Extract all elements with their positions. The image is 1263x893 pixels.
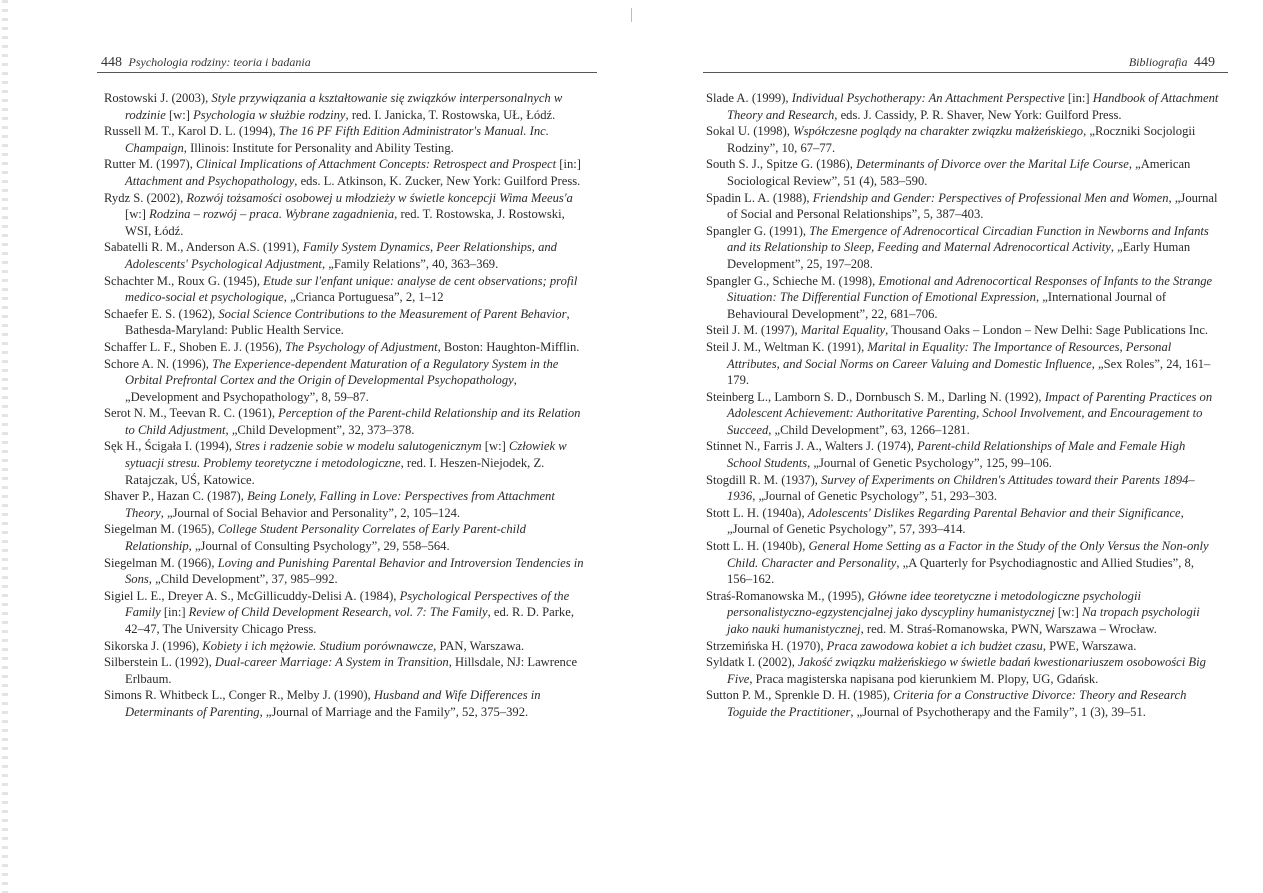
reference-entry: Schore A. N. (1996), The Experience-dependent Maturation of a Regulatory System in the Orbital Prefrontal Cortex and the Origin of Developmental Psychopathology, „Development and Psychopathology”, 8, 59–87. <box>104 356 559 404</box>
right-header-rule <box>703 72 1228 73</box>
reference-entry: Serot N. M., Teevan R. C. (1961), Perception of the Parent-child Relationship and its Relation to Child Adjustment, „Child Development”, 32, 373–378. <box>104 406 581 437</box>
reference-entry: Spangler G. (1991), The Emergence of Adrenocortical Circadian Function in Newborns and Infants and its Relationship to Sleep, Feeding and Maternal Adrenocortical Activity, „Early Human Development”, 25, 197–208. <box>706 223 1209 271</box>
reference-entry: Rutter M. (1997), Clinical Implications of Attachment Concepts: Retrospect and Prospect [in:] Attachment and Psychopathology, eds. L. Atkinson, K. Zucker, New York: Guilford Press. <box>104 157 581 188</box>
right-page <box>632 0 1263 893</box>
left-reference-list <box>104 90 589 721</box>
reference-entry: Steil J. M. (1997), Marital Equality, Thousand Oaks – London – New Delhi: Sage Publications Inc. <box>706 323 1209 338</box>
reference-entry: Stogdill R. M. (1937), Survey of Experiments on Children's Attitudes toward their Parents 1894–1936, „Journal of Genetic Psychology”, 51, 293–303. <box>706 472 1195 504</box>
reference-entry: Rostowski J. (2003), Style przywiązania a kształtowanie się związków interpersonalnych w rodzinie [w:] Psychologia w służbie rodziny, red. I. Janicka, T. Rostowska, UŁ, Łódź. <box>104 91 563 122</box>
reference-entry: Strzemińska H. (1970), Praca zawodowa kobiet a ich budżet czasu, PWE, Warszawa. <box>706 638 1137 653</box>
reference-entry: Sęk H., Ścigała I. (1994), Stres i radzenie sobie w modelu salutogenicznym [w:] Człowiek w sytuacji stresu. Problemy teoretyczne i metodologiczne, red. I. Heszen-Niejodek, Z. Ratajczak, UŚ, Katowice. <box>104 439 567 487</box>
reference-entry: Schaffer L. F., Shoben E. J. (1956), The Psychology of Adjustment, Boston: Haughton-Mifflin. <box>104 339 580 354</box>
reference-entry: Slade A. (1999), Individual Psychotherapy: An Attachment Perspective [in:] Handbook of Attachment Theory and Research, eds. J. Cassidy, P. R. Shaver, New York: Guilford Press. <box>706 91 1219 122</box>
reference-entry: Siegelman M. (1965), College Student Personality Correlates of Early Parent-child Relationship, „Journal of Consulting Psychology”, 29, 558–564. <box>104 522 526 554</box>
reference-entry: Sokal U. (1998), Współczesne poglądy na charakter związku małżeńskiego, „Roczniki Socjologii Rodziny”, 10, 67–77. <box>706 124 1196 155</box>
left-page-number: 448 <box>101 55 122 70</box>
reference-entry: Silberstein L. (1992), Dual-career Marriage: A System in Transition, Hillsdale, NJ: Lawrence Erlbaum. <box>104 655 578 686</box>
reference-entry: Schachter M., Roux G. (1945), Etude sur l'enfant unique: analyse de cent observations; profil medico-social et psychologique, „Crianca Portuguesa”, 2, 1–12 <box>104 273 578 305</box>
reference-entry: Sabatelli R. M., Anderson A.S. (1991), Family System Dynamics, Peer Relationships, and Adolescents' Psychological Adjustment, „Family Relations”, 40, 363–369. <box>104 240 557 271</box>
reference-entry: Russell M. T., Karol D. L. (1994), The 16 PF Fifth Edition Administrator's Manual. Inc. Champaign, Illinois: Institute for Personality and Ability Testing. <box>104 124 549 155</box>
left-running-head <box>101 54 311 71</box>
right-running-title: Bibliografia <box>1128 55 1188 69</box>
reference-entry: Steil J. M., Weltman K. (1991), Marital in Equality: The Importance of Resources, Personal Attributes, and Social Norms on Career Valuing and Domestic Influence, „Sex Roles”, 24, 161–179. <box>706 339 1211 388</box>
reference-entry: Stinnet N., Farris J. A., Walters J. (1974), Parent-child Relationships of Male and Female High School Students, „Journal of Genetic Psychology”, 125, 99–106. <box>706 439 1186 471</box>
reference-entry: Straś-Romanowska M., (1995), Główne idee teoretyczne i metodologiczne psychologii personalistyczno-egzystencjalnej jako dyscypliny humanistycznej [w:] Na tropach psychologii jako nauki humanistycznej, red. M. Straś-Romanowska, PWN, Warszawa – Wrocław. <box>706 588 1200 636</box>
reference-entry: Spadin L. A. (1988), Friendship and Gender: Perspectives of Professional Men and Women, „Journal of Social and Personal Relationships”, 5, 387–403. <box>706 190 1218 222</box>
reference-entry: Spangler G., Schieche M. (1998), Emotional and Adrenocortical Responses of Infants to the Strange Situation: The Differential Function of Emotional Expression, „International Journal of Behavioural Development”, 22, 681–706. <box>706 273 1213 321</box>
left-header-rule <box>97 72 597 73</box>
reference-entry: Sigiel L. E., Dreyer A. S., McGillicuddy-Delisi A. (1984), Psychological Perspectives of the Family [in:] Review of Child Development Research, vol. 7: The Family, ed. R. D. Parke, 42–47, The University Chicago Press. <box>104 588 574 636</box>
reference-entry: Rydz S. (2002), Rozwój tożsamości osobowej u młodzieży w świetle koncepcji Wima Meeus'a [w:] Rodzina – rozwój – praca. Wybrane zagadnienia, red. T. Rostowska, J. Rostowski, WSI, Łódź. <box>104 190 573 238</box>
reference-entry: Stott L. H. (1940a), Adolescents' Dislikes Regarding Parental Behavior and their Significance, „Journal of Genetic Psychology”, 57, 393–414. <box>706 505 1184 537</box>
left-running-title: Psychologia rodziny: teoria i badania <box>128 55 311 69</box>
left-page <box>0 0 631 893</box>
reference-entry: Sikorska J. (1996), Kobiety i ich mężowie. Studium porównawcze, PAN, Warszawa. <box>104 638 525 653</box>
right-running-head <box>1129 54 1215 71</box>
reference-entry: Sutton P. M., Sprenkle D. H. (1985), Criteria for a Constructive Divorce: Theory and Research Toguide the Practitioner, „Journal of Psychotherapy and the Family”, 1 (3), 39–51. <box>706 688 1187 719</box>
reference-entry: Siegelman M. (1966), Loving and Punishing Parental Behavior and Introversion Tendencies in Sons, „Child Development”, 37, 985–992. <box>104 555 584 587</box>
reference-entry: Stott L. H. (1940b), General Home Setting as a Factor in the Study of the Only Versus the Non-only Child. Character and Personality, „A Quarterly for Psychodiagnostic and Allied Studies”, 8, 156–162. <box>706 539 1209 587</box>
right-reference-list <box>706 90 1220 721</box>
right-page-number: 449 <box>1194 55 1215 70</box>
reference-entry: South S. J., Spitze G. (1986), Determinants of Divorce over the Marital Life Course, „American Sociological Review”, 51 (4), 583–590. <box>706 157 1191 188</box>
reference-entry: Steinberg L., Lamborn S. D., Dornbusch S. M., Darling N. (1992), Impact of Parenting Practices on Adolescent Achievement: Authoritative Parenting, School Involvement, and Encouragement to Succeed, „Child Development”, 63, 1266–1281. <box>706 389 1213 437</box>
reference-entry: Schaefer E. S. (1962), Social Science Contributions to the Measurement of Parent Behavior, Bathesda-Maryland: Public Health Service. <box>104 306 570 338</box>
reference-entry: Syldatk I. (2002), Jakość związku małżeńskiego w świetle badań kwestionariuszem osobowości Big Five, Praca magisterska napisana pod kierunkiem M. Plopy, UG, Gdańsk. <box>706 655 1206 686</box>
reference-entry: Simons R. Whitbeck L., Conger R., Melby J. (1990), Husband and Wife Differences in Determinants of Parenting, „Journal of Marriage and the Family”, 52, 375–392. <box>104 688 541 719</box>
reference-entry: Shaver P., Hazan C. (1987), Being Lonely, Falling in Love: Perspectives from Attachment Theory, „Journal of Social Behavior and Personality”, 2, 105–124. <box>104 489 555 520</box>
